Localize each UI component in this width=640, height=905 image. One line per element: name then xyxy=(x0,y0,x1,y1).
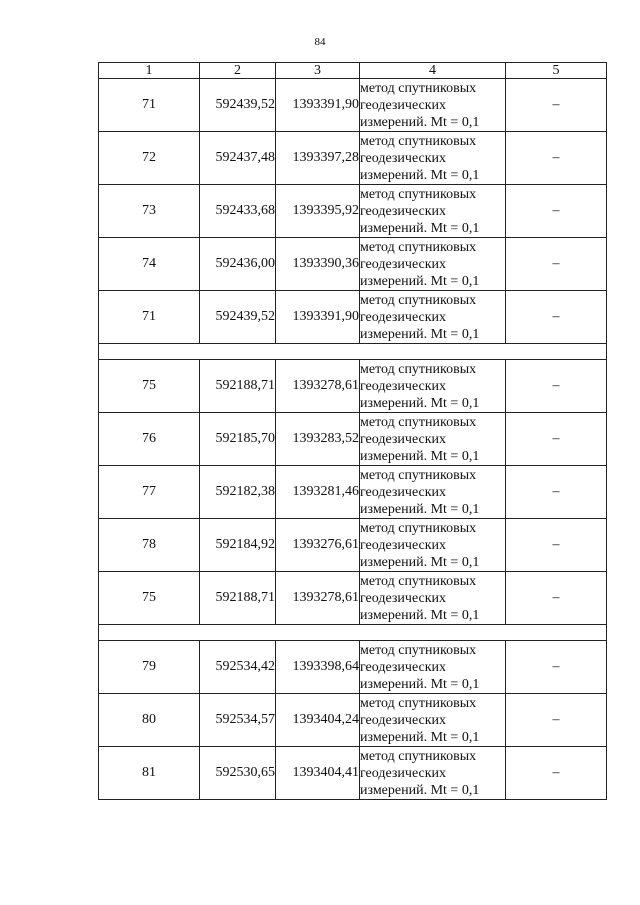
method-line: измерений. Mt = 0,1 xyxy=(360,782,480,798)
y-coordinate-cell: 1393404,24 xyxy=(276,694,360,747)
method-cell xyxy=(360,694,506,747)
point-number-cell: 79 xyxy=(99,641,200,694)
method-line: геодезических xyxy=(360,256,447,272)
note-dash-cell: – xyxy=(506,519,607,572)
method-line: метод спутниковых xyxy=(360,573,477,589)
x-coordinate-cell: 592433,68 xyxy=(200,185,276,238)
method-cell xyxy=(360,291,506,344)
x-coordinate-cell: 592184,92 xyxy=(200,519,276,572)
method-line: геодезических xyxy=(360,203,447,219)
column-header: 2 xyxy=(200,63,276,79)
column-header: 4 xyxy=(360,63,506,79)
table-row xyxy=(99,132,607,185)
method-line: геодезических xyxy=(360,484,447,500)
y-coordinate-cell: 1393398,64 xyxy=(276,641,360,694)
method-line: метод спутниковых xyxy=(360,239,477,255)
y-coordinate-cell: 1393391,90 xyxy=(276,291,360,344)
method-line: измерений. Mt = 0,1 xyxy=(360,501,480,517)
method-line: геодезических xyxy=(360,712,447,728)
method-cell xyxy=(360,572,506,625)
method-line: геодезических xyxy=(360,150,447,166)
method-line: геодезических xyxy=(360,590,447,606)
method-line: измерений. Mt = 0,1 xyxy=(360,395,480,411)
table-row xyxy=(99,79,607,132)
point-number-cell: 81 xyxy=(99,747,200,800)
x-coordinate-cell: 592437,48 xyxy=(200,132,276,185)
table-row xyxy=(99,572,607,625)
method-line: метод спутниковых xyxy=(360,695,477,711)
y-coordinate-cell: 1393397,28 xyxy=(276,132,360,185)
method-line: измерений. Mt = 0,1 xyxy=(360,220,480,236)
point-number-cell: 71 xyxy=(99,291,200,344)
method-line: измерений. Mt = 0,1 xyxy=(360,114,480,130)
table-header xyxy=(99,63,607,79)
point-number-cell: 75 xyxy=(99,572,200,625)
y-coordinate-cell: 1393395,92 xyxy=(276,185,360,238)
note-dash-cell: – xyxy=(506,79,607,132)
group-separator-row xyxy=(99,344,607,360)
method-line: измерений. Mt = 0,1 xyxy=(360,607,480,623)
table-row xyxy=(99,694,607,747)
method-cell xyxy=(360,185,506,238)
method-line: метод спутниковых xyxy=(360,292,477,308)
x-coordinate-cell: 592436,00 xyxy=(200,238,276,291)
note-dash-cell: – xyxy=(506,185,607,238)
table-row xyxy=(99,466,607,519)
column-header: 5 xyxy=(506,63,607,79)
method-line: метод спутниковых xyxy=(360,467,477,483)
point-number-cell: 71 xyxy=(99,79,200,132)
method-line: метод спутниковых xyxy=(360,642,477,658)
column-header: 3 xyxy=(276,63,360,79)
table-body xyxy=(99,79,607,800)
method-line: геодезических xyxy=(360,537,447,553)
point-number-cell: 77 xyxy=(99,466,200,519)
table-row xyxy=(99,413,607,466)
x-coordinate-cell: 592439,52 xyxy=(200,291,276,344)
y-coordinate-cell: 1393278,61 xyxy=(276,360,360,413)
method-line: геодезических xyxy=(360,378,447,394)
y-coordinate-cell: 1393278,61 xyxy=(276,572,360,625)
method-cell xyxy=(360,641,506,694)
point-number-cell: 74 xyxy=(99,238,200,291)
table-row xyxy=(99,291,607,344)
table-row xyxy=(99,747,607,800)
page-number: 84 xyxy=(314,36,326,48)
point-number-cell: 76 xyxy=(99,413,200,466)
note-dash-cell: – xyxy=(506,291,607,344)
y-coordinate-cell: 1393404,41 xyxy=(276,747,360,800)
method-line: измерений. Mt = 0,1 xyxy=(360,729,480,745)
x-coordinate-cell: 592439,52 xyxy=(200,79,276,132)
note-dash-cell: – xyxy=(506,238,607,291)
method-cell xyxy=(360,519,506,572)
point-number-cell: 73 xyxy=(99,185,200,238)
method-line: геодезических xyxy=(360,765,447,781)
note-dash-cell: – xyxy=(506,360,607,413)
y-coordinate-cell: 1393281,46 xyxy=(276,466,360,519)
method-line: измерений. Mt = 0,1 xyxy=(360,448,480,464)
note-dash-cell: – xyxy=(506,572,607,625)
y-coordinate-cell: 1393276,61 xyxy=(276,519,360,572)
separator-cell xyxy=(99,344,607,360)
x-coordinate-cell: 592188,71 xyxy=(200,572,276,625)
point-number-cell: 72 xyxy=(99,132,200,185)
note-dash-cell: – xyxy=(506,747,607,800)
method-cell xyxy=(360,747,506,800)
note-dash-cell: – xyxy=(506,466,607,519)
method-cell xyxy=(360,132,506,185)
method-cell xyxy=(360,466,506,519)
point-number-cell: 75 xyxy=(99,360,200,413)
method-line: метод спутниковых xyxy=(360,80,477,96)
note-dash-cell: – xyxy=(506,413,607,466)
table-row xyxy=(99,519,607,572)
table-row xyxy=(99,641,607,694)
method-line: метод спутниковых xyxy=(360,748,477,764)
column-header: 1 xyxy=(99,63,200,79)
method-line: геодезических xyxy=(360,97,447,113)
y-coordinate-cell: 1393283,52 xyxy=(276,413,360,466)
method-line: метод спутниковых xyxy=(360,520,477,536)
x-coordinate-cell: 592530,65 xyxy=(200,747,276,800)
method-line: измерений. Mt = 0,1 xyxy=(360,676,480,692)
coordinates-table xyxy=(98,62,607,800)
header-row xyxy=(99,63,607,79)
y-coordinate-cell: 1393390,36 xyxy=(276,238,360,291)
method-line: метод спутниковых xyxy=(360,186,477,202)
x-coordinate-cell: 592534,57 xyxy=(200,694,276,747)
method-cell xyxy=(360,238,506,291)
note-dash-cell: – xyxy=(506,694,607,747)
method-line: геодезических xyxy=(360,431,447,447)
method-cell xyxy=(360,360,506,413)
group-separator-row xyxy=(99,625,607,641)
method-line: измерений. Mt = 0,1 xyxy=(360,554,480,570)
method-line: измерений. Mt = 0,1 xyxy=(360,167,480,183)
point-number-cell: 80 xyxy=(99,694,200,747)
table-row xyxy=(99,360,607,413)
method-cell xyxy=(360,413,506,466)
separator-cell xyxy=(99,625,607,641)
method-line: геодезических xyxy=(360,659,447,675)
x-coordinate-cell: 592185,70 xyxy=(200,413,276,466)
note-dash-cell: – xyxy=(506,132,607,185)
method-cell xyxy=(360,79,506,132)
table-row xyxy=(99,185,607,238)
x-coordinate-cell: 592188,71 xyxy=(200,360,276,413)
x-coordinate-cell: 592182,38 xyxy=(200,466,276,519)
table-row xyxy=(99,238,607,291)
method-line: метод спутниковых xyxy=(360,361,477,377)
x-coordinate-cell: 592534,42 xyxy=(200,641,276,694)
method-line: метод спутниковых xyxy=(360,414,477,430)
method-line: измерений. Mt = 0,1 xyxy=(360,326,480,342)
note-dash-cell: – xyxy=(506,641,607,694)
method-line: измерений. Mt = 0,1 xyxy=(360,273,480,289)
point-number-cell: 78 xyxy=(99,519,200,572)
method-line: метод спутниковых xyxy=(360,133,477,149)
method-line: геодезических xyxy=(360,309,447,325)
y-coordinate-cell: 1393391,90 xyxy=(276,79,360,132)
